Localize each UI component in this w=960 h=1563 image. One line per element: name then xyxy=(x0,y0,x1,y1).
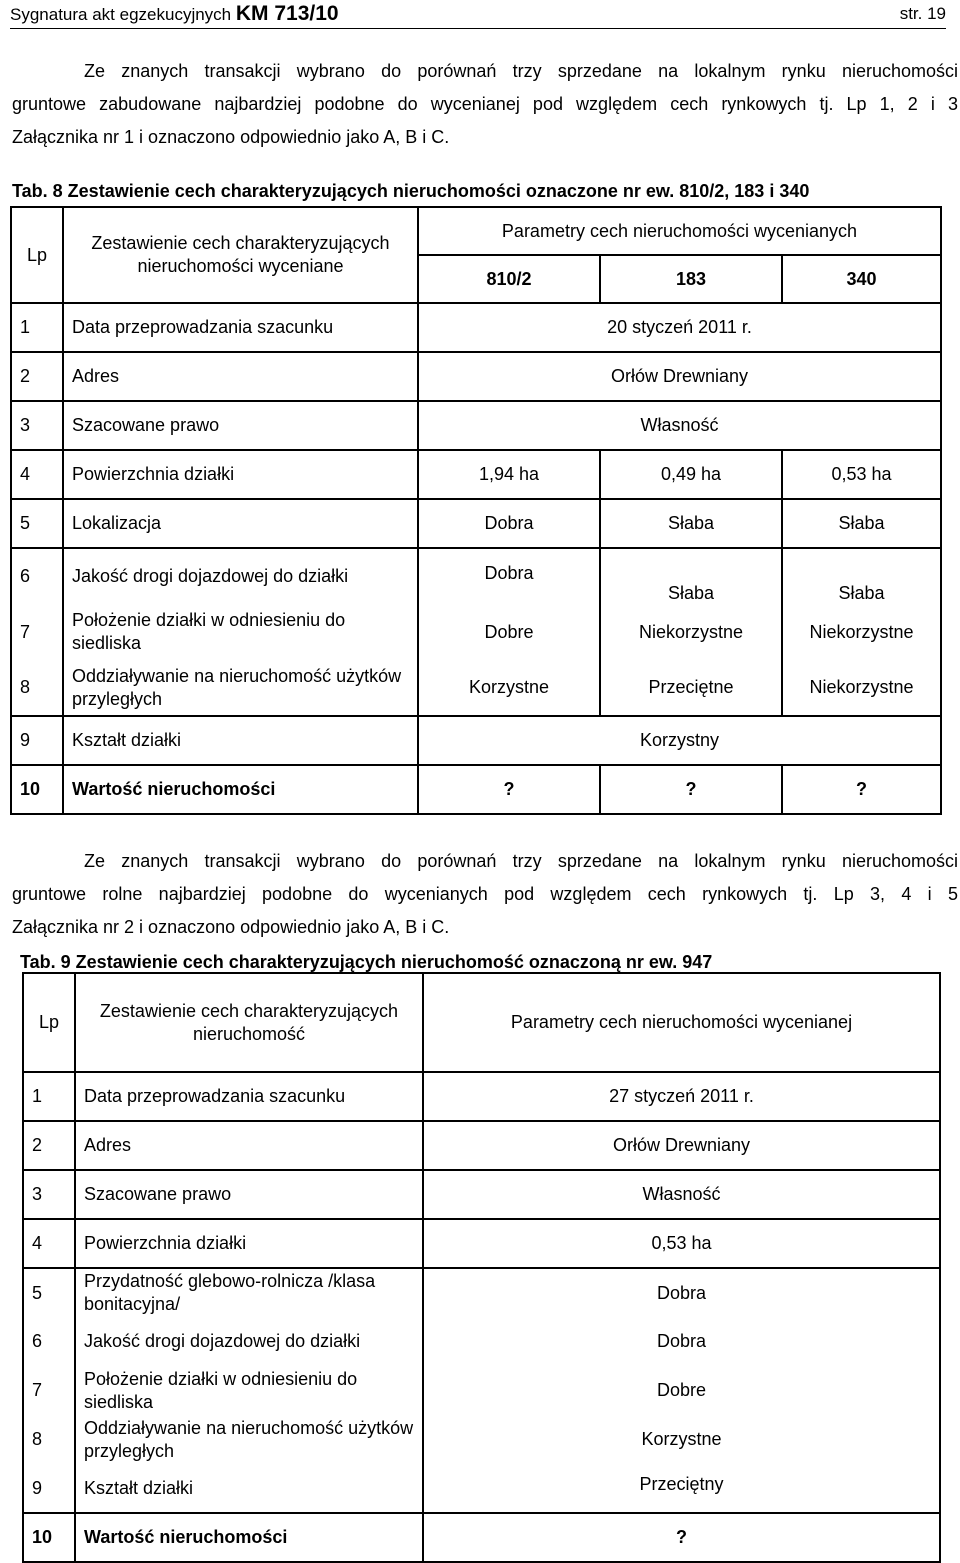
header-features: Zestawienie cech charakteryzujących nieruchomość xyxy=(75,973,423,1072)
header-params: Parametry cech nieruchomości wycenianych xyxy=(418,207,941,255)
table-cell: Własność xyxy=(418,401,941,450)
table-cell: Jakość drogi dojazdowej do działki xyxy=(63,548,418,604)
table-cell: Kształt działki xyxy=(75,1464,423,1513)
table-cell: 3 xyxy=(23,1170,75,1219)
paragraph-line: Ze znanych transakcji wybrano do porównań trzy sprzedane na lokalnym rynku nieruchomości xyxy=(84,61,958,81)
table-cell: Korzystny xyxy=(418,716,941,765)
table-cell: Położenie działki w odniesieniu do siedliska xyxy=(63,604,418,660)
table-row xyxy=(11,548,941,604)
table-cell: Dobre xyxy=(418,604,600,660)
table-9-caption: Tab. 9 Zestawienie cech charakteryzujących nieruchomość oznaczoną nr ew. 947 xyxy=(20,952,713,972)
table-cell: 7 xyxy=(11,604,63,660)
table-cell: 9 xyxy=(23,1464,75,1513)
intro-paragraph-1 xyxy=(12,55,958,154)
table-row xyxy=(23,1317,940,1366)
table-cell: Orłów Drewniany xyxy=(423,1121,940,1170)
table-row xyxy=(23,1415,940,1464)
table-row xyxy=(11,352,941,401)
table-row xyxy=(23,1170,940,1219)
table-cell: Położenie działki w odniesieniu do siedliska xyxy=(75,1366,423,1415)
table-cell: Adres xyxy=(63,352,418,401)
table-cell: 4 xyxy=(11,450,63,499)
table-cell: Lokalizacja xyxy=(63,499,418,548)
table-cell: Jakość drogi dojazdowej do działki xyxy=(75,1317,423,1366)
table-cell: ? xyxy=(782,765,941,814)
table-cell: 8 xyxy=(23,1415,75,1464)
table-row xyxy=(11,401,941,450)
table-cell: Przeciętny xyxy=(423,1464,940,1513)
table-cell: 5 xyxy=(11,499,63,548)
page-number: str. 19 xyxy=(899,4,946,23)
table-cell: ? xyxy=(600,765,782,814)
table-row xyxy=(11,604,941,660)
table-cell: Kształt działki xyxy=(63,716,418,765)
table-cell: Szacowane prawo xyxy=(75,1170,423,1219)
table-8 xyxy=(10,206,942,815)
case-number: KM 713/10 xyxy=(235,2,339,25)
table-cell: 8 xyxy=(11,660,63,716)
paragraph-line: Ze znanych transakcji wybrano do porównań trzy sprzedane na lokalnym rynku nieruchomości xyxy=(84,851,958,871)
table-cell: Niekorzystne xyxy=(782,604,941,660)
table-cell: Korzystne xyxy=(423,1415,940,1464)
header-features: Zestawienie cech charakteryzujących nieruchomości wyceniane xyxy=(63,207,418,303)
table-cell: Adres xyxy=(75,1121,423,1170)
table-row xyxy=(11,303,941,352)
table-cell: 7 xyxy=(23,1366,75,1415)
paragraph-line: Załącznika nr 1 i oznaczono odpowiednio jako A, B i C. xyxy=(12,127,450,147)
table-cell: 6 xyxy=(23,1317,75,1366)
table-cell: 10 xyxy=(23,1513,75,1562)
header-lp: Lp xyxy=(11,207,63,303)
table-cell: Data przeprowadzania szacunku xyxy=(63,303,418,352)
table-row xyxy=(23,1121,940,1170)
table-cell: 2 xyxy=(23,1121,75,1170)
case-signature xyxy=(10,2,339,26)
table-cell: Dobra xyxy=(418,499,600,548)
table-cell: 0,53 ha xyxy=(782,450,941,499)
table-cell: 3 xyxy=(11,401,63,450)
col-header: 183 xyxy=(600,255,782,303)
table-row xyxy=(23,1072,940,1121)
table-row xyxy=(11,765,941,814)
table-cell: Własność xyxy=(423,1170,940,1219)
table-cell: Niekorzystne xyxy=(782,660,941,716)
table-cell: Przydatność glebowo-rolnicza /klasa bonitacyjna/ xyxy=(75,1268,423,1317)
paragraph-line: gruntowe zabudowane najbardziej podobne do wycenianej pod względem cech rynkowych tj. Lp 1, 2 i 3 xyxy=(12,94,958,114)
intro-paragraph-2 xyxy=(12,845,958,944)
page-header xyxy=(10,2,946,29)
table-cell: Słaba xyxy=(600,548,782,604)
table-cell: 9 xyxy=(11,716,63,765)
table-cell: ? xyxy=(423,1513,940,1562)
table-8-caption: Tab. 8 Zestawienie cech charakteryzujących nieruchomości oznaczone nr ew. 810/2, 183 i 340 xyxy=(12,181,810,201)
table-cell: Przeciętne xyxy=(600,660,782,716)
paragraph-line: gruntowe rolne najbardziej podobne do wycenianych pod względem cech rynkowych tj. Lp 3, 4 i 5 xyxy=(12,884,958,904)
table-row xyxy=(23,1513,940,1562)
col-header: 810/2 xyxy=(418,255,600,303)
table-cell: 20 styczeń 2011 r. xyxy=(418,303,941,352)
table-cell: 27 styczeń 2011 r. xyxy=(423,1072,940,1121)
table-cell: ? xyxy=(418,765,600,814)
table-row xyxy=(11,499,941,548)
table-row xyxy=(11,660,941,716)
table-row xyxy=(23,1366,940,1415)
table-cell: 0,49 ha xyxy=(600,450,782,499)
table-cell: Dobra xyxy=(423,1268,940,1317)
table-cell: 10 xyxy=(11,765,63,814)
col-header: 340 xyxy=(782,255,941,303)
table-row xyxy=(23,1464,940,1513)
table-cell: 1 xyxy=(11,303,63,352)
table-cell: Korzystne xyxy=(418,660,600,716)
table-9 xyxy=(22,972,941,1563)
table-cell: 1 xyxy=(23,1072,75,1121)
table-cell: Orłów Drewniany xyxy=(418,352,941,401)
header-lp: Lp xyxy=(23,973,75,1072)
table-cell: Słaba xyxy=(782,499,941,548)
table-cell: 6 xyxy=(11,548,63,604)
table-cell: 5 xyxy=(23,1268,75,1317)
header-params: Parametry cech nieruchomości wycenianej xyxy=(423,973,940,1072)
table-row xyxy=(23,1219,940,1268)
table-cell: Dobra xyxy=(418,548,600,604)
table-cell: 2 xyxy=(11,352,63,401)
table-cell: 1,94 ha xyxy=(418,450,600,499)
table-cell: Słaba xyxy=(782,548,941,604)
table-row xyxy=(11,450,941,499)
table-cell: Oddziaływanie na nieruchomość użytków przyległych xyxy=(63,660,418,716)
table-cell: Szacowane prawo xyxy=(63,401,418,450)
table-cell: Dobre xyxy=(423,1366,940,1415)
table-cell: 0,53 ha xyxy=(423,1219,940,1268)
table-cell: Powierzchnia działki xyxy=(63,450,418,499)
table-cell: Dobra xyxy=(423,1317,940,1366)
table-cell: Słaba xyxy=(600,499,782,548)
table-cell: Wartość nieruchomości xyxy=(75,1513,423,1562)
paragraph-line: Załącznika nr 2 i oznaczono odpowiednio jako A, B i C. xyxy=(12,917,450,937)
table-cell: Wartość nieruchomości xyxy=(63,765,418,814)
table-cell: 4 xyxy=(23,1219,75,1268)
signature-prefix: Sygnatura akt egzekucyjnych xyxy=(10,5,236,24)
table-row xyxy=(23,1268,940,1317)
table-cell: Oddziaływanie na nieruchomość użytków przyległych xyxy=(75,1415,423,1464)
table-cell: Powierzchnia działki xyxy=(75,1219,423,1268)
table-cell: Niekorzystne xyxy=(600,604,782,660)
table-row xyxy=(11,716,941,765)
table-cell: Data przeprowadzania szacunku xyxy=(75,1072,423,1121)
